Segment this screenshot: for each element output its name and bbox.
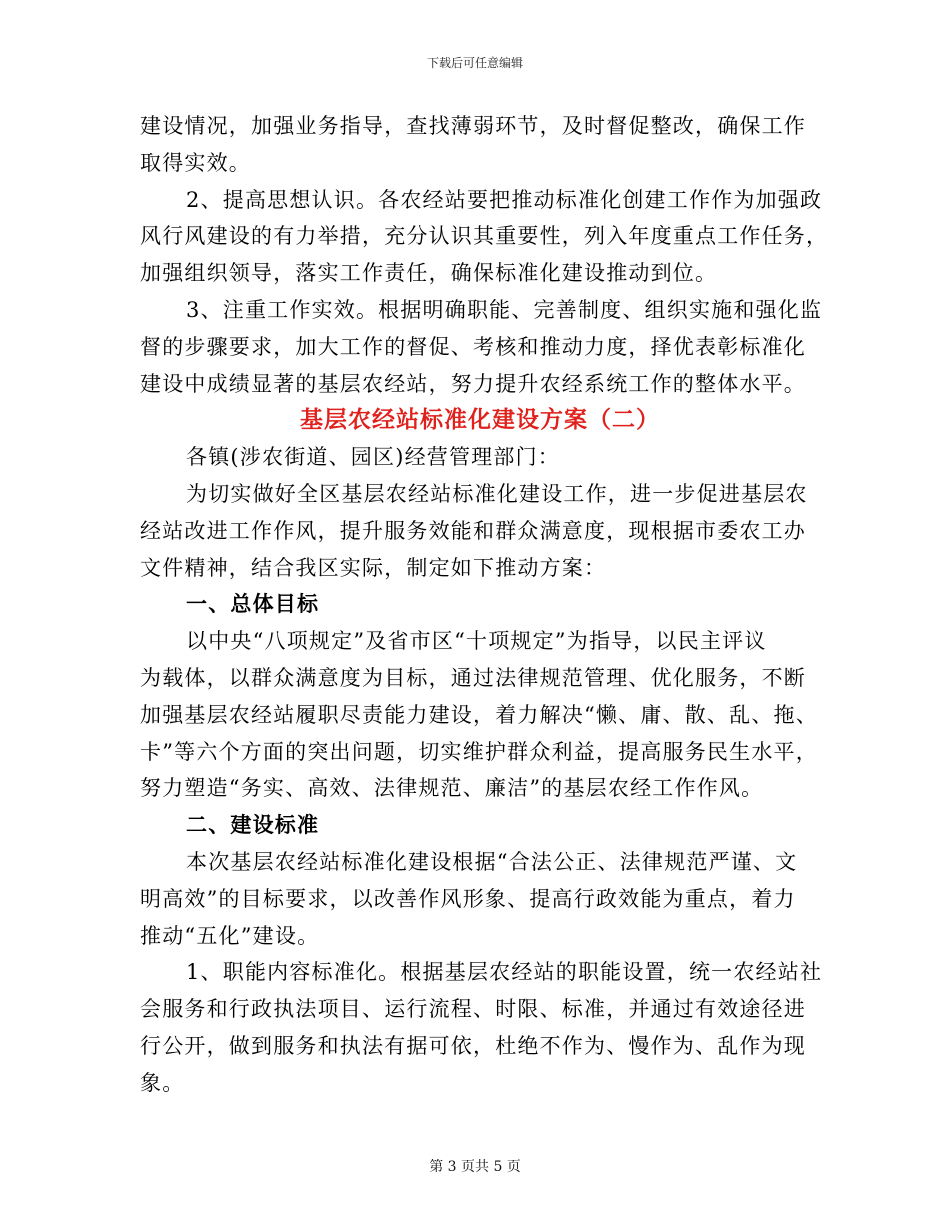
salutation: 各镇(涉农街道、园区)经营管理部门： [186, 445, 560, 470]
body-line: 督的步骤要求，加大工作的督促、考核和推动力度，择优表彰标准化 [140, 334, 806, 359]
body-line: 为载体，以群众满意度为目标，通过法律规范管理、优化服务，不断 [140, 665, 806, 690]
body-line: 以中央“八项规定”及省市区“十项规定”为指导，以民主评议 [186, 629, 767, 654]
body-line: 3、注重工作实效。根据明确职能、完善制度、组织实施和强化监 [186, 297, 823, 322]
document-body [140, 108, 829, 1102]
body-line: 本次基层农经站标准化建设根据“合法公正、法律规范严谨、文 [186, 849, 798, 874]
body-line: 文件精神，结合我区实际，制定如下推动方案： [140, 555, 607, 580]
body-line: 明高效”的目标要求，以改善作风形象、提高行政效能为重点，着力 [140, 886, 796, 911]
heading-overall-goal: 一、总体目标 [186, 591, 320, 617]
body-line: 建设情况，加强业务指导，查找薄弱环节，及时督促整改，确保工作 [140, 114, 806, 138]
body-line: 经站改进工作作风，提升服务效能和群众满意度，现根据市委农工办 [140, 518, 806, 543]
body-line: 2、提高思想认识。各农经站要把推动标准化创建工作作为加强政 [186, 187, 823, 212]
body-line: 推动“五化”建设。 [140, 923, 320, 948]
body-line: 象。 [140, 1070, 185, 1095]
body-line: 会服务和行政执法项目、运行流程、时限、标准，并通过有效途径进 [140, 997, 806, 1022]
body-line: 为切实做好全区基层农经站标准化建设工作，进一步促进基层农 [186, 481, 808, 506]
body-line: 取得实效。 [140, 150, 251, 175]
body-line: 建设中成绩显著的基层农经站，努力提升农经系统工作的整体水平。 [140, 371, 806, 396]
page-header: 下载后可任意编辑 [426, 56, 523, 70]
body-line: 卡”等六个方面的突出问题，切实维护群众利益，提高服务民生水平， [140, 739, 818, 764]
page-footer: 第 3 页共 5 页 [429, 1159, 521, 1175]
body-line: 1、职能内容标准化。根据基层农经站的职能设置，统一农经站社 [186, 960, 823, 985]
body-line: 加强基层农经站履职尽责能力建设，着力解决“懒、庸、散、乱、拖、 [140, 702, 818, 727]
section-title: 基层农经站标准化建设方案（二） [300, 406, 660, 434]
heading-construction-standard: 二、建设标准 [186, 812, 320, 838]
body-line: 行公开，做到服务和执法有据可依，杜绝不作为、慢作为、乱作为现 [140, 1033, 806, 1058]
body-line: 加强组织领导，落实工作责任，确保标准化建设推动到位。 [140, 261, 718, 286]
body-line: 风行风建设的有力举措，充分认识其重要性，列入年度重点工作任务， [140, 224, 829, 249]
body-line: 努力塑造“务实、高效、法律规范、廉洁”的基层农经工作作风。 [140, 776, 764, 801]
